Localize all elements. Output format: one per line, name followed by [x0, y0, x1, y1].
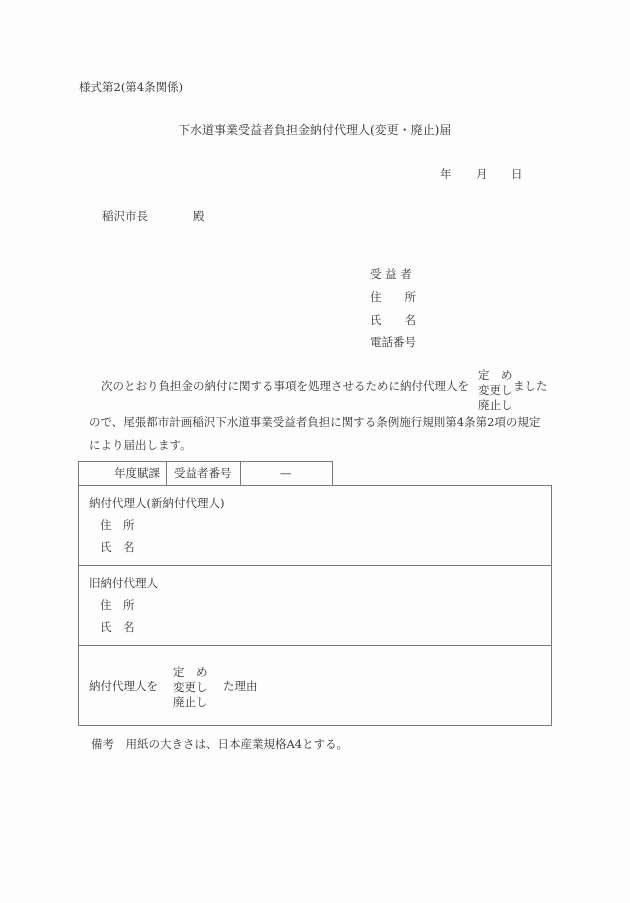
body-option-change: 変更し	[478, 383, 513, 397]
addressee-name: 稲沢市長	[102, 209, 148, 223]
body-option-define: 定 め	[478, 368, 513, 382]
date-month-label: 月	[476, 167, 488, 181]
form-number: 様式第2(第4条関係)	[79, 80, 184, 94]
note: 備考 用紙の大きさは、日本産業規格A4とする。	[91, 737, 349, 751]
year-levy-label: 年度賦課	[114, 466, 160, 480]
date-day-label: 日	[511, 167, 523, 181]
body-line1-suffix: ました	[513, 379, 548, 393]
reason-options	[173, 665, 208, 710]
old-agent-address-label: 住 所	[100, 598, 135, 612]
applicant-address-label: 住 所	[370, 290, 416, 304]
new-agent-address-label: 住 所	[100, 518, 135, 532]
new-agent-heading: 納付代理人(新納付代理人)	[89, 496, 225, 510]
addressee-honorific: 殿	[193, 209, 205, 223]
body-line2: ので、尾張都市計画稲沢下水道事業受益者負担に関する条例施行規則第4条第2項の規定	[89, 415, 541, 429]
body-option-abolish: 廃止し	[478, 398, 513, 412]
applicant-name-label: 氏 名	[370, 313, 416, 327]
new-agent-name-label: 氏 名	[100, 540, 135, 554]
reason-suffix: た理由	[223, 679, 258, 693]
body-options	[478, 368, 513, 413]
old-agent-name-label: 氏 名	[100, 620, 135, 634]
body-line3: により届出します。	[89, 438, 192, 452]
reason-option-change: 変更し	[173, 680, 208, 694]
beneficiary-number-label: 受益者番号	[174, 466, 232, 480]
beneficiary-number-value: —	[280, 466, 292, 480]
reason-prefix: 納付代理人を	[89, 679, 158, 693]
applicant-role-label: 受 益 者	[370, 267, 412, 281]
old-agent-heading: 旧納付代理人	[89, 576, 158, 590]
body-line1-prefix: 次のとおり負担金の納付に関する事項を処理させるために納付代理人を	[101, 379, 469, 393]
reason-option-abolish: 廃止し	[173, 695, 208, 709]
document-title: 下水道事業受益者負担金納付代理人(変更・廃止)届	[178, 123, 452, 137]
reason-option-define: 定 め	[173, 665, 208, 679]
date-year-label: 年	[440, 167, 452, 181]
applicant-phone-label: 電話番号	[370, 335, 416, 349]
